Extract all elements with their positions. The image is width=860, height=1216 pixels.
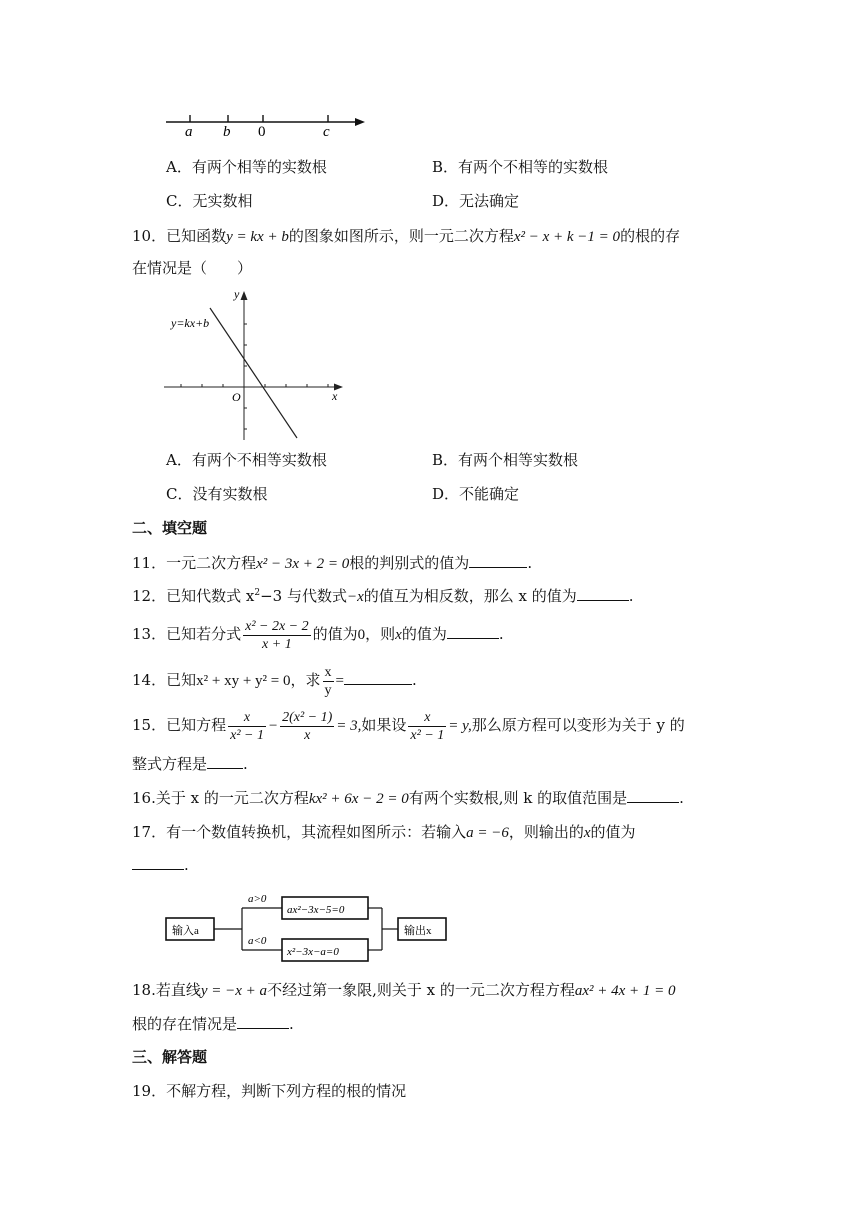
q14: 14．已知x² + xy + y² = 0，求 $\frac{x}{y}$ = . [132,664,417,698]
q12-answer-blank[interactable] [577,586,629,601]
q9-option-c: C．无实数相 [166,192,253,210]
number-line-arrow [355,118,365,126]
section-solve-heading: 三、解答题 [132,1048,208,1066]
q15-fraction-2: $\frac{\text{2(x² − 1)}}{x}$ [282,709,333,743]
q16: 16.关于 x 的一元二次方程kx² + 6x − 2 = 0有两个实数根,则 k 的取值范围是 . [132,789,684,807]
x-axis-label: x [332,389,338,403]
q14-answer-blank[interactable] [344,670,412,685]
section-fill-in-heading: 二、填空题 [132,519,208,537]
q18-answer-blank[interactable] [237,1014,289,1029]
q12: 12．已知代数式 $x^2-3$ 与代数式−x的值互为相反数，那么 x 的值为 . [132,587,634,605]
q13: 13．已知若分式 $\frac{\text{x² − 2x − 2}}{x + 1}$ 的值为0，则x的值为 . [132,618,504,652]
q19: 19．不解方程，判断下列方程的根的情况 [132,1082,407,1100]
line-y-kx-b [210,308,297,438]
q10-option-b: B．有两个相等实数根 [432,451,579,469]
label-c: c [323,124,330,140]
q11: 11．一元二次方程x² − 3x + 2 = 0根的判别式的值为 . [132,554,533,572]
flow-cond-bottom: a<0 [248,935,267,947]
label-a: a [185,124,193,140]
q18-line-2: 根的存在情况是 . [132,1015,294,1033]
flow-eq-bottom: x²−3x−a=0 [287,946,339,958]
flow-input-label: 输入a [172,925,199,937]
line-label: y=kx+b [171,316,210,330]
flow-output-label: 输出x [404,925,432,937]
q15-fraction-3: $\frac{x}{\text{x² − 1}}$ [410,709,445,743]
q15-fraction-1: $\frac{x}{\text{x² − 1}}$ [230,709,264,743]
q10-option-a: A．有两个不相等实数根 [166,451,327,469]
q14-fraction: $\frac{x}{y}$ [324,664,332,698]
q13-fraction: $\frac{\text{x² − 2x − 2}}{x + 1}$ [245,618,309,652]
q9-option-a: A．有两个相等的实数根 [166,158,327,176]
q15-line-2: 整式方程是 . [132,755,248,773]
q17-answer-blank[interactable] [132,855,184,870]
q10-option-d: D．不能确定 [432,485,520,503]
q10-line-1: 10．已知函数y = kx + b的图象如图所示，则一元二次方程x² − x + k −1 = 0的根的存 [132,227,681,245]
y-axis-label: y [234,287,240,301]
q18-line-1: 18.若直线y = −x + a不经过第一象限,则关于 x 的一元二次方程方程ax² + 4x + 1 = 0 [132,981,676,999]
q16-answer-blank[interactable] [627,788,679,803]
q15-answer-blank[interactable] [207,754,243,769]
q10-graph [160,284,350,444]
flow-eq-top: ax²−3x−5=0 [287,904,345,916]
q17-line-1: 17．有一个数值转换机，其流程如图所示：若输入a = −6，则输出的x的值为 [132,823,636,841]
q10-option-c: C．没有实数根 [166,485,268,503]
q17-flowchart [160,888,460,968]
q9-option-d: D．无法确定 [432,192,520,210]
label-b: b [223,124,231,140]
number-line-figure [160,108,375,140]
y-axis-arrow [241,291,248,300]
q15-line-1: 15．已知方程 $\frac{x}{\text{x² − 1}}$ − $\frac{\text{2(x² − 1)}}{x}$ = 3,如果设 $\frac{x}{\text{x² − 1}}$ = y,那么原方程可以变形为关于 y 的 [132,709,685,743]
q13-answer-blank[interactable] [447,624,499,639]
origin-label: O [232,390,241,404]
q10-line-2: 在情况是（ ） [132,259,253,277]
q11-answer-blank[interactable] [469,553,527,568]
q17-line-2: . [132,855,189,875]
label-0: 0 [258,124,266,140]
q9-option-b: B．有两个不相等的实数根 [432,158,609,176]
flow-cond-top: a>0 [248,893,267,905]
